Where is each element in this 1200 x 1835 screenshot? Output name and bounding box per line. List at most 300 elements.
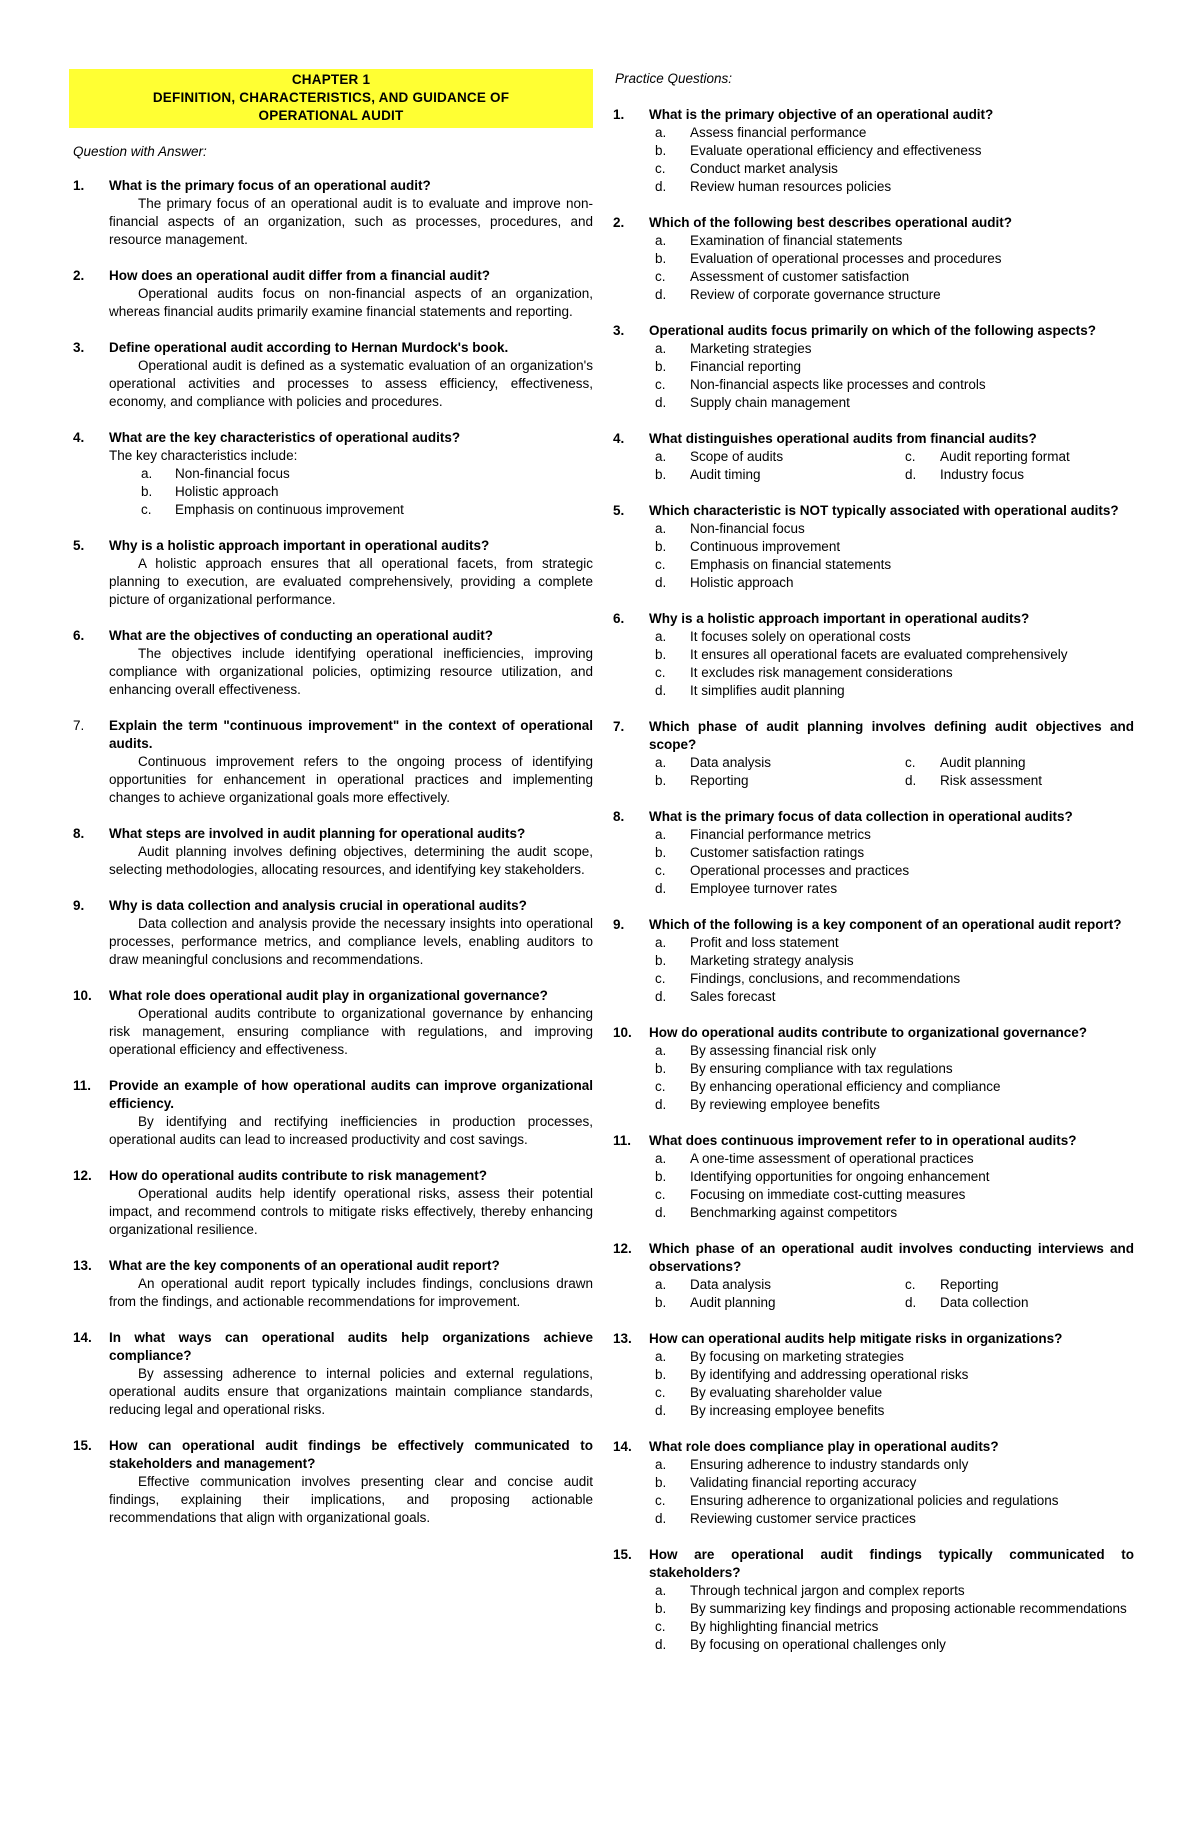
answer-text: Audit planning involves defining objectives, determining the audit scope, selecting methodologies, allocating resources, and identifying key stakeholders. [109,844,593,877]
option-letter: b. [655,1367,667,1382]
question-number: 10. [73,988,92,1003]
question-text: How are operational audit findings typically communicated to stakeholders? [649,1547,1134,1580]
option-text: Customer satisfaction ratings [690,845,865,860]
answer-option [649,664,1134,682]
answer-option [649,844,1134,862]
answer-option [649,340,1134,358]
option-text: Reporting [690,773,749,788]
qa-item [69,825,593,879]
option-letter: a. [655,125,667,140]
option-text: Non-financial aspects like processes and controls [690,377,986,392]
question-number: 5. [613,503,625,518]
question-number: 4. [613,431,625,446]
question-text: What does continuous improvement refer to in operational audits? [649,1133,1077,1148]
option-text: By focusing on operational challenges only [690,1637,946,1652]
question-text: What is the primary focus of data collection in operational audits? [649,809,1073,824]
answer-option [649,628,1134,646]
option-letter: b. [655,647,667,662]
answer-text: The key characteristics include: [109,448,298,463]
option-text: Audit timing [690,467,761,482]
question-text: In what ways can operational audits help organizations achieve compliance? [109,1330,593,1363]
option-letter: d. [655,395,667,410]
option-letter: d. [655,1637,667,1652]
chapter-number: CHAPTER 1 [291,72,371,87]
option-letter: d. [905,1295,917,1310]
option-text: Supply chain management [690,395,850,410]
question-text: What steps are involved in audit planning for operational audits? [109,826,526,841]
option-letter: b. [655,1475,667,1490]
qa-item [69,627,593,699]
option-letter: c. [655,1385,666,1400]
option-text: Findings, conclusions, and recommendations [690,971,961,986]
question-number: 12. [73,1168,92,1183]
practice-question [609,214,1134,304]
practice-body [649,1438,1134,1528]
option-letter: a. [655,755,667,770]
option-text: Evaluation of operational processes and procedures [690,251,1002,266]
practice-question [609,502,1134,592]
qa-body [109,717,593,807]
option-letter: c. [655,1079,666,1094]
item-letter: c. [141,502,152,517]
practice-body [649,1024,1134,1114]
practice-question [609,322,1134,412]
option-text: It focuses solely on operational costs [690,629,911,644]
question-number: 7. [73,718,85,733]
question-number: 1. [613,107,625,122]
qa-body [109,897,593,969]
option-text: By ensuring compliance with tax regulations [690,1061,953,1076]
option-letter: d. [655,575,667,590]
option-letter: b. [655,1061,667,1076]
option-letter: a. [655,1583,667,1598]
option-letter: d. [655,881,667,896]
qa-body [109,537,593,609]
answer-text: An operational audit report typically includes findings, conclusions drawn from the findings, and actionable recommendations for improvement. [109,1276,593,1309]
practice-body [649,808,1134,898]
qa-body [109,1077,593,1149]
question-text: Explain the term "continuous improvement" in the context of operational audits. [109,718,593,751]
answer-options-grid [649,1276,1134,1312]
answer-option [649,124,1134,142]
option-text: Audit reporting format [940,449,1070,464]
option-text: By highlighting financial metrics [690,1619,879,1634]
option-letter: a. [655,827,667,842]
answer-option [649,232,1134,250]
answer-option [649,862,1134,880]
option-text: Emphasis on financial statements [690,557,892,572]
answer-option [649,826,1134,844]
item-text: Non-financial focus [175,466,290,481]
option-letter: d. [655,1205,667,1220]
option-letter: d. [655,287,667,302]
answers-column [69,69,593,1545]
option-letter: c. [655,557,666,572]
answer-option [649,934,1134,952]
option-letter: a. [655,1457,667,1472]
practice-question [609,1024,1134,1114]
practice-body [649,718,1134,790]
characteristic-item [109,465,593,483]
answer-option [655,772,905,790]
question-text: Which phase of an operational audit involves conducting interviews and observations? [649,1241,1134,1274]
option-letter: c. [905,755,916,770]
option-text: By summarizing key findings and proposing actionable recommendations [690,1601,1127,1616]
practice-body [649,1132,1134,1222]
qa-item [69,537,593,609]
answer-text: Effective communication involves presenting clear and concise audit findings, explaining their implications, and proposing actionable recommendations that align with organizational goals. [109,1474,593,1525]
question-text: Which characteristic is NOT typically associated with operational audits? [649,503,1119,518]
option-letter: c. [655,1493,666,1508]
option-letter: b. [655,539,667,554]
option-letter: c. [905,449,916,464]
qa-item [69,987,593,1059]
answer-text: Operational audits contribute to organizational governance by enhancing risk management, ensuring compliance with regulations, and improving operational efficiency and effectiveness. [109,1006,593,1057]
option-letter: b. [655,1169,667,1184]
practice-question [609,808,1134,898]
option-text: Conduct market analysis [690,161,838,176]
answer-option [905,1276,1134,1294]
question-text: How do operational audits contribute to organizational governance? [649,1025,1088,1040]
section-intro-answers: Question with Answer: [73,144,207,159]
option-letter: d. [655,1403,667,1418]
option-text: Focusing on immediate cost-cutting measures [690,1187,966,1202]
question-text: Why is a holistic approach important in operational audits? [649,611,1030,626]
practice-body [649,322,1134,412]
option-text: Financial reporting [690,359,802,374]
option-letter: b. [655,845,667,860]
practice-body [649,610,1134,700]
practice-question [609,430,1134,484]
qa-item [69,1257,593,1311]
answer-option [649,376,1134,394]
chapter-title-line2: OPERATIONAL AUDIT [258,108,404,123]
answer-text: Operational audits focus on non-financial aspects of an organization, whereas financial audits primarily examine financial statements and reporting. [109,286,593,319]
question-text: What are the key characteristics of operational audits? [109,430,461,445]
option-text: Reporting [940,1277,999,1292]
option-letter: b. [655,773,667,788]
answer-text: Operational audit is defined as a systematic evaluation of an organization's operational activities and processes to assess efficiency, effectiveness, economy, and compliance with policies and procedures. [109,358,593,409]
qa-item [69,267,593,321]
question-number: 13. [73,1258,92,1273]
practice-question [609,916,1134,1006]
answer-option [649,1474,1134,1492]
option-letter: b. [655,467,667,482]
answer-option [649,358,1134,376]
option-text: Review of corporate governance structure [690,287,941,302]
option-text: Audit planning [940,755,1026,770]
qa-item [69,1329,593,1419]
option-text: Through technical jargon and complex reports [690,1583,965,1598]
qa-body [109,1329,593,1419]
qa-body [109,1167,593,1239]
practice-body [649,1546,1134,1654]
question-number: 6. [73,628,85,643]
question-number: 12. [613,1241,632,1256]
answer-option [649,1348,1134,1366]
answer-text: Operational audits help identify operational risks, assess their potential impact, and recommend controls to mitigate risks effectively, thereby enhancing organizational resilience. [109,1186,593,1237]
qa-item [69,177,593,249]
option-text: Financial performance metrics [690,827,871,842]
item-text: Emphasis on continuous improvement [175,502,404,517]
option-letter: c. [655,665,666,680]
item-text: Holistic approach [175,484,279,499]
option-text: Audit planning [690,1295,776,1310]
practice-body [649,916,1134,1006]
option-text: Profit and loss statement [690,935,839,950]
answer-option [649,646,1134,664]
option-letter: b. [655,953,667,968]
answer-option [649,1168,1134,1186]
chapter-title-line1: DEFINITION, CHARACTERISTICS, AND GUIDANCE OF [152,90,510,105]
qa-item [69,1077,593,1149]
qa-body [109,267,593,321]
option-text: Scope of audits [690,449,784,464]
answer-text: Continuous improvement refers to the ongoing process of identifying opportunities for enhancement in operational practices and implementing changes to achieve organizational goals more effectively. [109,754,593,805]
answer-option [905,754,1134,772]
option-text: Marketing strategy analysis [690,953,854,968]
question-text: Which of the following is a key component of an operational audit report? [649,917,1122,932]
answer-option [905,772,1134,790]
qa-body [109,339,593,411]
question-text: What are the key components of an operational audit report? [109,1258,500,1273]
answer-option [649,1042,1134,1060]
option-text: By evaluating shareholder value [690,1385,883,1400]
option-letter: d. [905,773,917,788]
question-text: What is the primary objective of an operational audit? [649,107,994,122]
answer-option [905,1294,1134,1312]
question-text: What role does compliance play in operational audits? [649,1439,999,1454]
practice-body [649,106,1134,196]
mcq-list [609,106,1134,1654]
practice-question [609,1132,1134,1222]
question-text: What distinguishes operational audits from financial audits? [649,431,1037,446]
question-number: 4. [73,430,85,445]
question-number: 3. [613,323,625,338]
option-text: By reviewing employee benefits [690,1097,880,1112]
item-letter: b. [141,484,153,499]
option-letter: b. [655,1295,667,1310]
question-number: 10. [613,1025,632,1040]
answer-option [649,1492,1134,1510]
question-number: 2. [73,268,85,283]
option-text: Data collection [940,1295,1029,1310]
answer-option [649,970,1134,988]
qa-body [109,429,593,519]
option-text: Employee turnover rates [690,881,838,896]
answer-text: Data collection and analysis provide the necessary insights into operational processes, performance metrics, and compliance levels, enabling auditors to draw meaningful conclusions and recommendations. [109,916,593,967]
answer-option [649,952,1134,970]
qa-body [109,987,593,1059]
question-number: 11. [613,1133,632,1148]
question-text: How do operational audits contribute to risk management? [109,1168,488,1183]
qa-body [109,825,593,879]
option-text: Benchmarking against competitors [690,1205,898,1220]
question-number: 6. [613,611,625,626]
option-letter: c. [655,971,666,986]
option-text: Review human resources policies [690,179,892,194]
question-text: Why is data collection and analysis crucial in operational audits? [109,898,527,913]
answer-option [649,286,1134,304]
practice-body [649,214,1134,304]
qa-item [69,897,593,969]
answer-text: A holistic approach ensures that all operational facets, from strategic planning to execution, are evaluated comprehensively, providing a complete picture of organizational performance. [109,556,593,607]
option-letter: a. [655,629,667,644]
answer-option [649,574,1134,592]
question-number: 15. [613,1547,632,1562]
option-text: Operational processes and practices [690,863,910,878]
item-letter: a. [141,466,153,481]
question-number: 14. [73,1330,92,1345]
answer-option [655,1276,905,1294]
option-letter: a. [655,1349,667,1364]
option-text: By increasing employee benefits [690,1403,885,1418]
question-text: Which phase of audit planning involves defining audit objectives and scope? [649,719,1134,752]
question-text: How can operational audits help mitigate risks in organizations? [649,1331,1063,1346]
characteristic-item [109,483,593,501]
option-letter: c. [905,1277,916,1292]
practice-body [649,502,1134,592]
option-text: Ensuring adherence to industry standards only [690,1457,969,1472]
option-text: Assess financial performance [690,125,867,140]
question-number: 9. [613,917,625,932]
practice-question [609,718,1134,790]
question-text: What is the primary focus of an operational audit? [109,178,431,193]
option-text: By identifying and addressing operational risks [690,1367,969,1382]
answer-option [905,448,1134,466]
option-letter: a. [655,935,667,950]
option-text: It excludes risk management considerations [690,665,953,680]
answer-text: The primary focus of an operational audit is to evaluate and improve non-financial aspects of an organization, such as processes, procedures, and resource management. [109,196,593,247]
answer-option [649,178,1134,196]
option-letter: a. [655,233,667,248]
question-text: Define operational audit according to Hernan Murdock's book. [109,340,509,355]
practice-question [609,610,1134,700]
question-text: How can operational audit findings be effectively communicated to stakeholders and management? [109,1438,593,1471]
option-text: Data analysis [690,755,772,770]
answer-option [649,538,1134,556]
answer-option [649,1150,1134,1168]
option-letter: c. [655,161,666,176]
characteristic-item [109,501,593,519]
answer-options-grid [649,754,1134,790]
option-text: A one-time assessment of operational practices [690,1151,974,1166]
option-letter: b. [655,251,667,266]
option-text: Sales forecast [690,989,776,1004]
answer-option [649,1096,1134,1114]
answer-text: By assessing adherence to internal policies and external regulations, operational audits ensure that organizations maintain compliance standards, reducing legal and operational risks. [109,1366,593,1417]
answer-option [649,1078,1134,1096]
option-text: Continuous improvement [690,539,841,554]
option-letter: d. [655,683,667,698]
option-letter: d. [655,1097,667,1112]
practice-body [649,1330,1134,1420]
answer-option [649,268,1134,286]
option-text: Non-financial focus [690,521,805,536]
question-number: 3. [73,340,85,355]
qa-list [69,177,593,1527]
option-letter: c. [655,269,666,284]
answer-option [649,1636,1134,1654]
answer-text: The objectives include identifying operational inefficiencies, improving compliance with organizational policies, optimizing resource utilization, and enhancing overall effectiveness. [109,646,593,697]
practice-body [649,430,1134,484]
answer-option [655,466,905,484]
answer-option [649,142,1134,160]
answer-option [649,880,1134,898]
option-text: By enhancing operational efficiency and compliance [690,1079,1001,1094]
answer-option [649,1456,1134,1474]
section-intro-practice: Practice Questions: [615,71,733,86]
option-letter: b. [655,143,667,158]
option-letter: d. [655,1511,667,1526]
option-text: Validating financial reporting accuracy [690,1475,917,1490]
qa-item [69,339,593,411]
option-text: It ensures all operational facets are evaluated comprehensively [690,647,1068,662]
option-letter: d. [655,179,667,194]
option-text: Reviewing customer service practices [690,1511,916,1526]
option-letter: a. [655,449,667,464]
option-text: Assessment of customer satisfaction [690,269,910,284]
option-letter: c. [655,377,666,392]
qa-item [69,717,593,807]
question-text: Why is a holistic approach important in operational audits? [109,538,490,553]
answer-option [649,1582,1134,1600]
option-letter: b. [655,1601,667,1616]
answer-option [655,754,905,772]
option-text: By focusing on marketing strategies [690,1349,904,1364]
practice-question [609,1438,1134,1528]
practice-question [609,1330,1134,1420]
option-text: Risk assessment [940,773,1043,788]
practice-question [609,1546,1134,1654]
answer-option [649,250,1134,268]
option-letter: a. [655,1043,667,1058]
question-number: 13. [613,1331,632,1346]
answer-text: By identifying and rectifying inefficiencies in production processes, operational audits can lead to increased productivity and cost savings. [109,1114,593,1147]
answer-option [905,466,1134,484]
question-number: 11. [73,1078,92,1093]
answer-option [649,988,1134,1006]
question-number: 2. [613,215,625,230]
qa-item [69,1437,593,1527]
answer-option [649,1402,1134,1420]
option-text: Ensuring adherence to organizational policies and regulations [690,1493,1059,1508]
qa-item [69,1167,593,1239]
option-letter: c. [655,1619,666,1634]
option-text: By assessing financial risk only [690,1043,877,1058]
question-text: What are the objectives of conducting an operational audit? [109,628,494,643]
answer-option [649,1060,1134,1078]
question-number: 9. [73,898,85,913]
answer-option [649,1510,1134,1528]
question-number: 1. [73,178,85,193]
question-text: How does an operational audit differ from a financial audit? [109,268,491,283]
practice-column [609,69,1134,1672]
option-text: Data analysis [690,1277,772,1292]
qa-body [109,1257,593,1311]
question-number: 8. [613,809,625,824]
option-text: Evaluate operational efficiency and effectiveness [690,143,982,158]
question-text: Which of the following best describes operational audit? [649,215,1013,230]
option-letter: a. [655,1277,667,1292]
answer-option [655,448,905,466]
practice-question [609,106,1134,196]
practice-body [649,1240,1134,1312]
option-letter: a. [655,1151,667,1166]
question-text: What role does operational audit play in organizational governance? [109,988,548,1003]
answer-option [649,1618,1134,1636]
qa-body [109,177,593,249]
